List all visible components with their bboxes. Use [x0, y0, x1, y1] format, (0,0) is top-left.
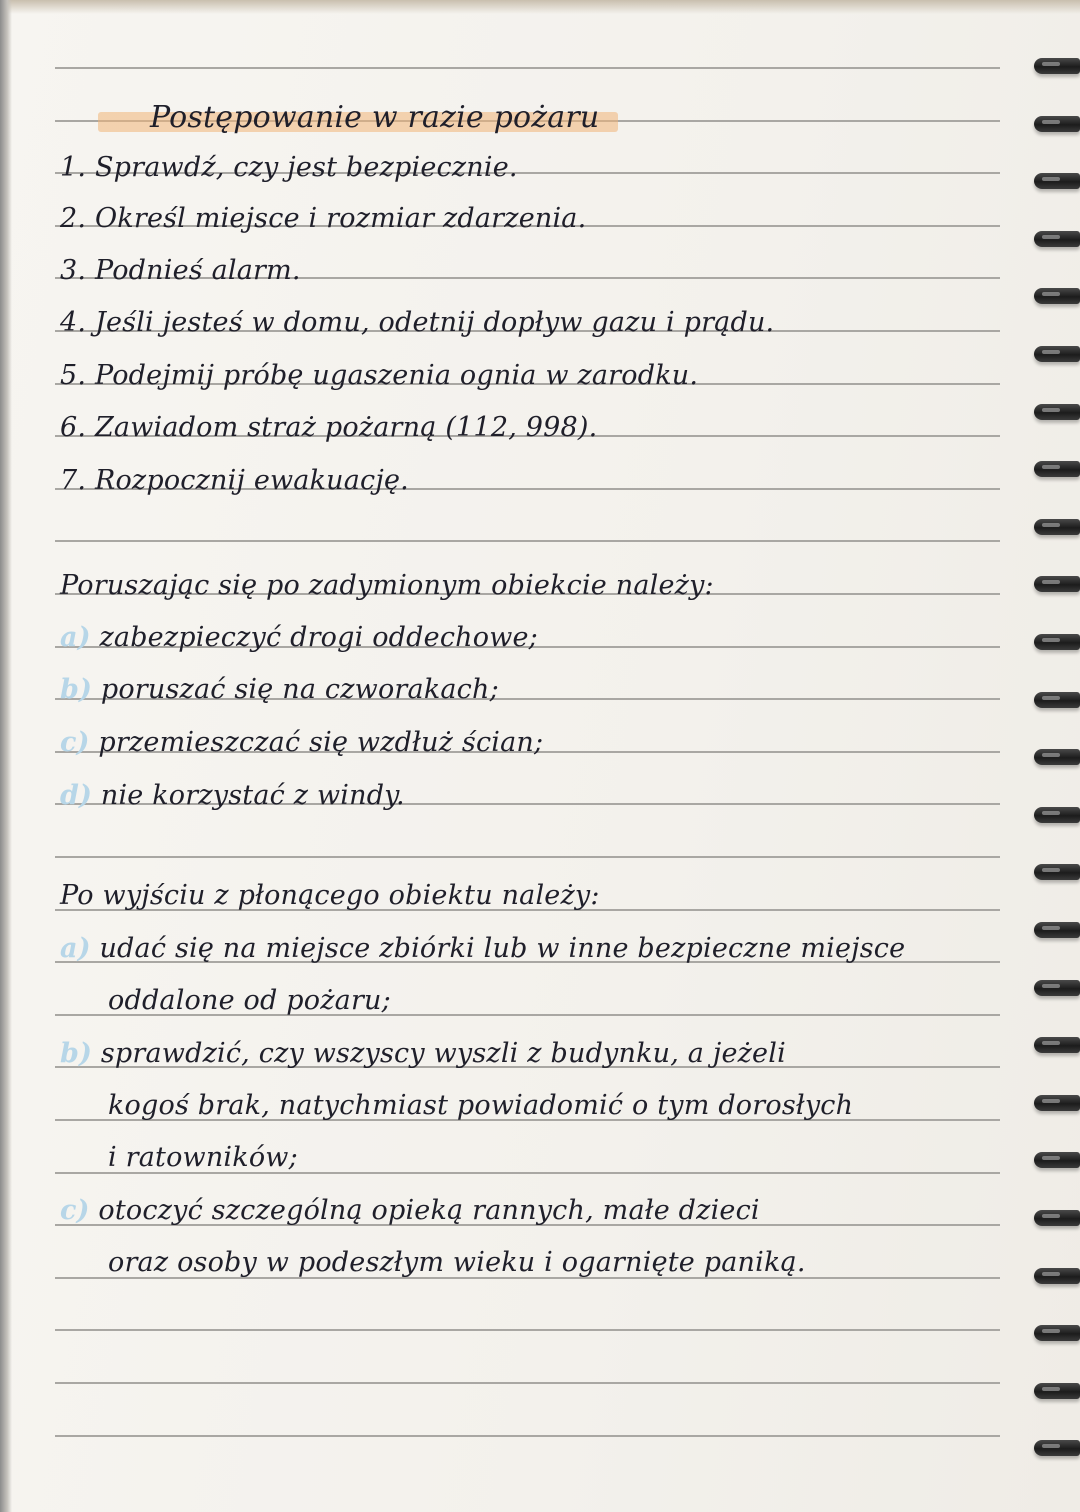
section3-heading: Po wyjściu z płonącego obiektu należy: — [60, 880, 600, 911]
ruled-line — [55, 1435, 1000, 1437]
binding-ring — [1034, 692, 1080, 708]
binding-ring — [1034, 1268, 1080, 1284]
binding-ring — [1034, 864, 1080, 880]
list-item-text: sprawdzić, czy wszyscy wyszli z budynku, a jeżeli — [100, 1038, 786, 1069]
binding-ring — [1034, 58, 1080, 74]
section1-item-1: 1. Sprawdź, czy jest bezpiecznie. — [60, 152, 518, 183]
section3-item-b-line3: i ratowników; — [108, 1142, 298, 1173]
list-item-text: poruszać się na czworakach; — [100, 674, 499, 705]
page-left-edge — [0, 0, 12, 1512]
list-marker: a) — [60, 622, 91, 653]
section3-item-b-line1 — [60, 1038, 786, 1069]
section1-item-6: 6. Zawiadom straż pożarną (112, 998). — [60, 412, 598, 443]
binding-ring — [1034, 576, 1080, 592]
binding-ring — [1034, 346, 1080, 362]
binding-ring — [1034, 288, 1080, 304]
binding-ring — [1034, 980, 1080, 996]
ruled-line — [55, 1329, 1000, 1331]
spiral-binding — [1020, 0, 1080, 1512]
section3-item-a-line1 — [60, 933, 905, 964]
list-item-text: otoczyć szczególną opieką rannych, małe dzieci — [98, 1195, 760, 1226]
ruled-line — [55, 856, 1000, 858]
binding-ring — [1034, 1325, 1080, 1341]
ruled-line — [55, 1382, 1000, 1384]
list-marker: c) — [60, 1195, 90, 1226]
list-item-text: udać się na miejsce zbiórki lub w inne bezpieczne miejsce — [99, 933, 906, 964]
ruled-line — [55, 67, 1000, 69]
binding-ring — [1034, 807, 1080, 823]
section3-item-a-line2: oddalone od pożaru; — [108, 985, 391, 1016]
binding-ring — [1034, 749, 1080, 765]
binding-ring — [1034, 404, 1080, 420]
section1-item-4: 4. Jeśli jesteś w domu, odetnij dopływ gazu i prądu. — [60, 307, 775, 338]
section1-item-7: 7. Rozpocznij ewakuację. — [60, 465, 409, 496]
section3-item-b-line2: kogoś brak, natychmiast powiadomić o tym dorosłych — [108, 1090, 854, 1121]
binding-ring — [1034, 231, 1080, 247]
section1-item-3: 3. Podnieś alarm. — [60, 255, 301, 286]
binding-ring — [1034, 922, 1080, 938]
list-marker: a) — [60, 933, 91, 964]
list-marker: d) — [60, 780, 93, 811]
section2-item-d — [60, 780, 405, 811]
section3-item-c-line2: oraz osoby w podeszłym wieku i ogarnięte paniką. — [108, 1247, 806, 1278]
binding-ring — [1034, 116, 1080, 132]
section1-item-2: 2. Określ miejsce i rozmiar zdarzenia. — [60, 203, 587, 234]
binding-ring — [1034, 1210, 1080, 1226]
list-item-text: zabezpieczyć drogi oddechowe; — [99, 622, 538, 653]
list-marker: b) — [60, 674, 93, 705]
binding-ring — [1034, 1037, 1080, 1053]
binding-ring — [1034, 519, 1080, 535]
binding-ring — [1034, 634, 1080, 650]
section2-item-b — [60, 674, 499, 705]
binding-ring — [1034, 1383, 1080, 1399]
section1-item-5: 5. Podejmij próbę ugaszenia ognia w zarodku. — [60, 360, 699, 391]
list-marker: c) — [60, 727, 90, 758]
binding-ring — [1034, 461, 1080, 477]
binding-ring — [1034, 1152, 1080, 1168]
section2-item-a — [60, 622, 538, 653]
section2-heading: Poruszając się po zadymionym obiekcie należy: — [60, 570, 714, 601]
section1-title: Postępowanie w razie pożaru — [150, 100, 600, 135]
list-item-text: nie korzystać z windy. — [100, 780, 405, 811]
binding-ring — [1034, 1095, 1080, 1111]
binding-ring — [1034, 173, 1080, 189]
list-item-text: przemieszczać się wzdłuż ścian; — [98, 727, 544, 758]
list-marker: b) — [60, 1038, 93, 1069]
ruled-line — [55, 540, 1000, 542]
binding-ring — [1034, 1440, 1080, 1456]
section3-item-c-line1 — [60, 1195, 760, 1226]
section2-item-c — [60, 727, 543, 758]
